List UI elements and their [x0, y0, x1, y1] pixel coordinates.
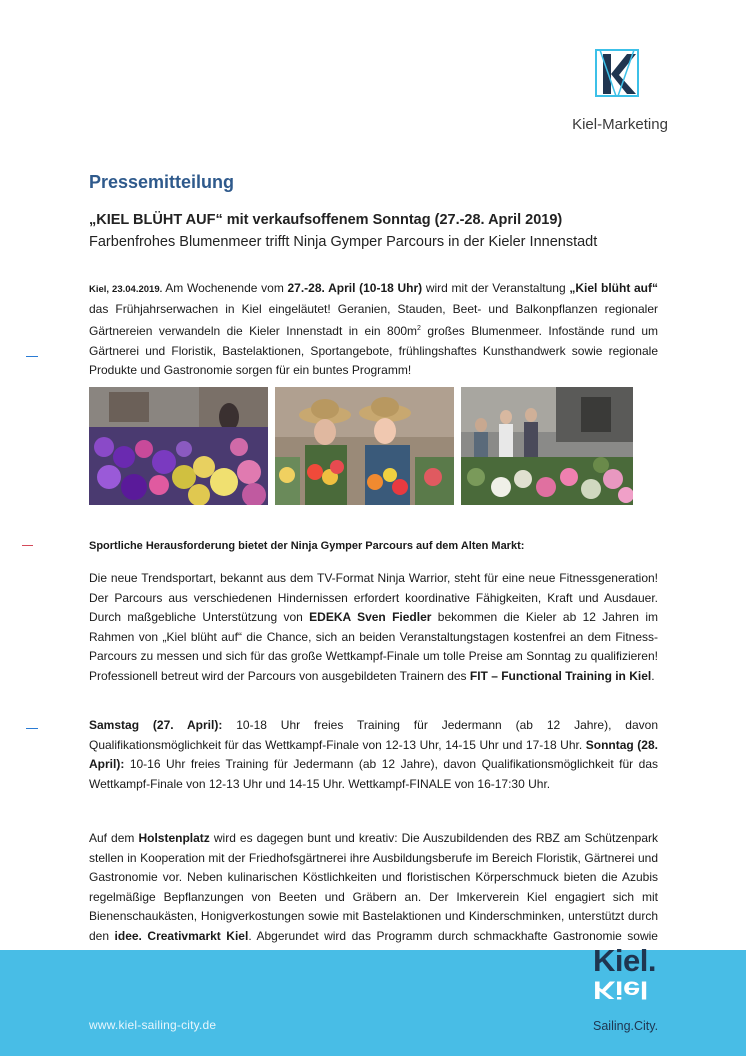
kiel-tagline: Sailing.City. [593, 1019, 659, 1033]
ninja-parcours-paragraph [89, 569, 658, 687]
margin-mark [22, 545, 33, 546]
bold-run: Holstenplatz [138, 831, 210, 845]
text-run: großes Blumenmeer. Infostände rund um Gärtnerei und Floristik, Bastelaktionen, Sportangebote, frühlingshaftes Kunsthandwerk sowie regionale Produkte und Gastronomie sorgen für ein buntes Programm! [89, 324, 659, 378]
text-run: . [651, 668, 655, 683]
intro-paragraph [89, 279, 658, 381]
bold-run: 27.-28. April (10-18 Uhr) [287, 281, 423, 295]
margin-mark [26, 728, 38, 729]
flower-market-photo [89, 387, 268, 505]
bold-run: Sonntag (28. April): [89, 737, 658, 772]
schedule-paragraph [89, 716, 658, 794]
holstenplatz-paragraph [89, 829, 658, 966]
text-run: das Frühjahrserwachen in Kiel eingeläutet! Geranien, Stauden, Beet- und Balkonpflanzen regionaler Gärtnereien verwandeln die Kieler Innenstadt in ein 800m [89, 301, 658, 339]
bold-run: „Kiel blüht auf“ [569, 281, 659, 295]
bold-run: Samstag (27. April): [89, 718, 223, 732]
text-run: 10-16 Uhr freies Training für Jedermann (ab 12 Jahre), davon Qualifikationsmöglichkeit für das Wettkampf-Finale von 12-13 Uhr und 14-15 Uhr. Wettkampf-FINALE von 16-17:30 Uhr. [89, 757, 658, 791]
section-heading: Sportliche Herausforderung bietet der Ninja Gymper Parcours auf dem Alten Markt: [89, 540, 525, 552]
text-run: . Abgerundet wird das Programm durch schmackhafte Gastronomie sowie [248, 928, 658, 943]
kiel-sailing-city-logo [588, 945, 678, 1045]
text-run: Am Wochenende vom [162, 281, 288, 295]
text-run: bekommen die Kieler ab 12 Jahren im Rahmen von „Kiel blüht auf“ die Chance, sich an beiden Veranstaltungstagen kostenfrei an dem Fitness-Parcours zu messen und sich für das große Wettkampf-Finale um tolle Preise am Sonntag zu qualifizieren! Professionell betreut wird der Parcours von ausgebildeten Trainern des [89, 610, 658, 683]
photo-strip [89, 387, 633, 505]
text-run: 10-18 Uhr freies Training für Jedermann (ab 12 Jahre), davon Qualifikationsmöglichkeit für das Wettkampf-Finale von 12-13 Uhr, 14-15 Uhr und 17-18 Uhr. [89, 718, 658, 752]
press-date: Kiel, 23.04.2019. [89, 284, 163, 295]
logo-text: Kiel-Marketing [572, 116, 668, 133]
page-title: Pressemitteilung [89, 172, 235, 192]
text-run: wird es dagegen bunt und kreativ: Die Auszubildenden des RBZ am Schützenpark stellen in Kooperation mit der Friedhofsgärtnerei ihre Ausbildungsberufe im Bereich Floristik, Gärtnerei und Gastronomie vor. Neben kulinarischen Köstlichkeiten und floristischen Körperschmuck bieten die Azubis regelmäßige Bepflanzungen von Beeten und Gräbern an. Der Imkerverein Kiel engagiert sich mit Bienenschaukästen, Honigverkostungen sowie mit Bastelaktionen und Kinderschminken, unterstützt durch den [89, 831, 659, 943]
kiel-marketing-logo [560, 48, 680, 138]
footer-url-link[interactable]: www.kiel-sailing-city.de [89, 1018, 217, 1032]
bold-run: FIT – Functional Training in Kiel [469, 668, 652, 683]
market-crowd-photo [461, 387, 633, 505]
superscript: 2 [417, 325, 421, 333]
margin-mark [26, 356, 38, 357]
headline: „KIEL BLÜHT AUF“ mit verkaufsoffenem Sonntag (27.-28. April 2019) [89, 212, 563, 228]
bold-run: EDEKA Sven Fiedler [309, 610, 432, 625]
text-run: Auf dem [89, 831, 139, 845]
kiel-wordmark: Kiel. [593, 943, 656, 978]
kiel-wordmark-reflection: Kiel [593, 975, 648, 1005]
gardeners-photo [275, 387, 454, 505]
text-run: Die neue Trendsportart, bekannt aus dem TV-Format Ninja Warrior, steht für eine neue Fitnessgeneration! Der Parcours aus verschiedenen Hindernissen erfordert koordinative Fähigkeiten, Kraft und Ausdauer. Durch maßgebliche Unterstützung von [89, 571, 658, 625]
bold-run: idee. Creativmarkt Kiel [114, 928, 249, 943]
subheadline: Farbenfrohes Blumenmeer trifft Ninja Gymper Parcours in der Kieler Innenstadt [89, 234, 598, 250]
text-run: wird mit der Veranstaltung [422, 281, 570, 295]
kiel-k-logo-icon [594, 48, 640, 98]
